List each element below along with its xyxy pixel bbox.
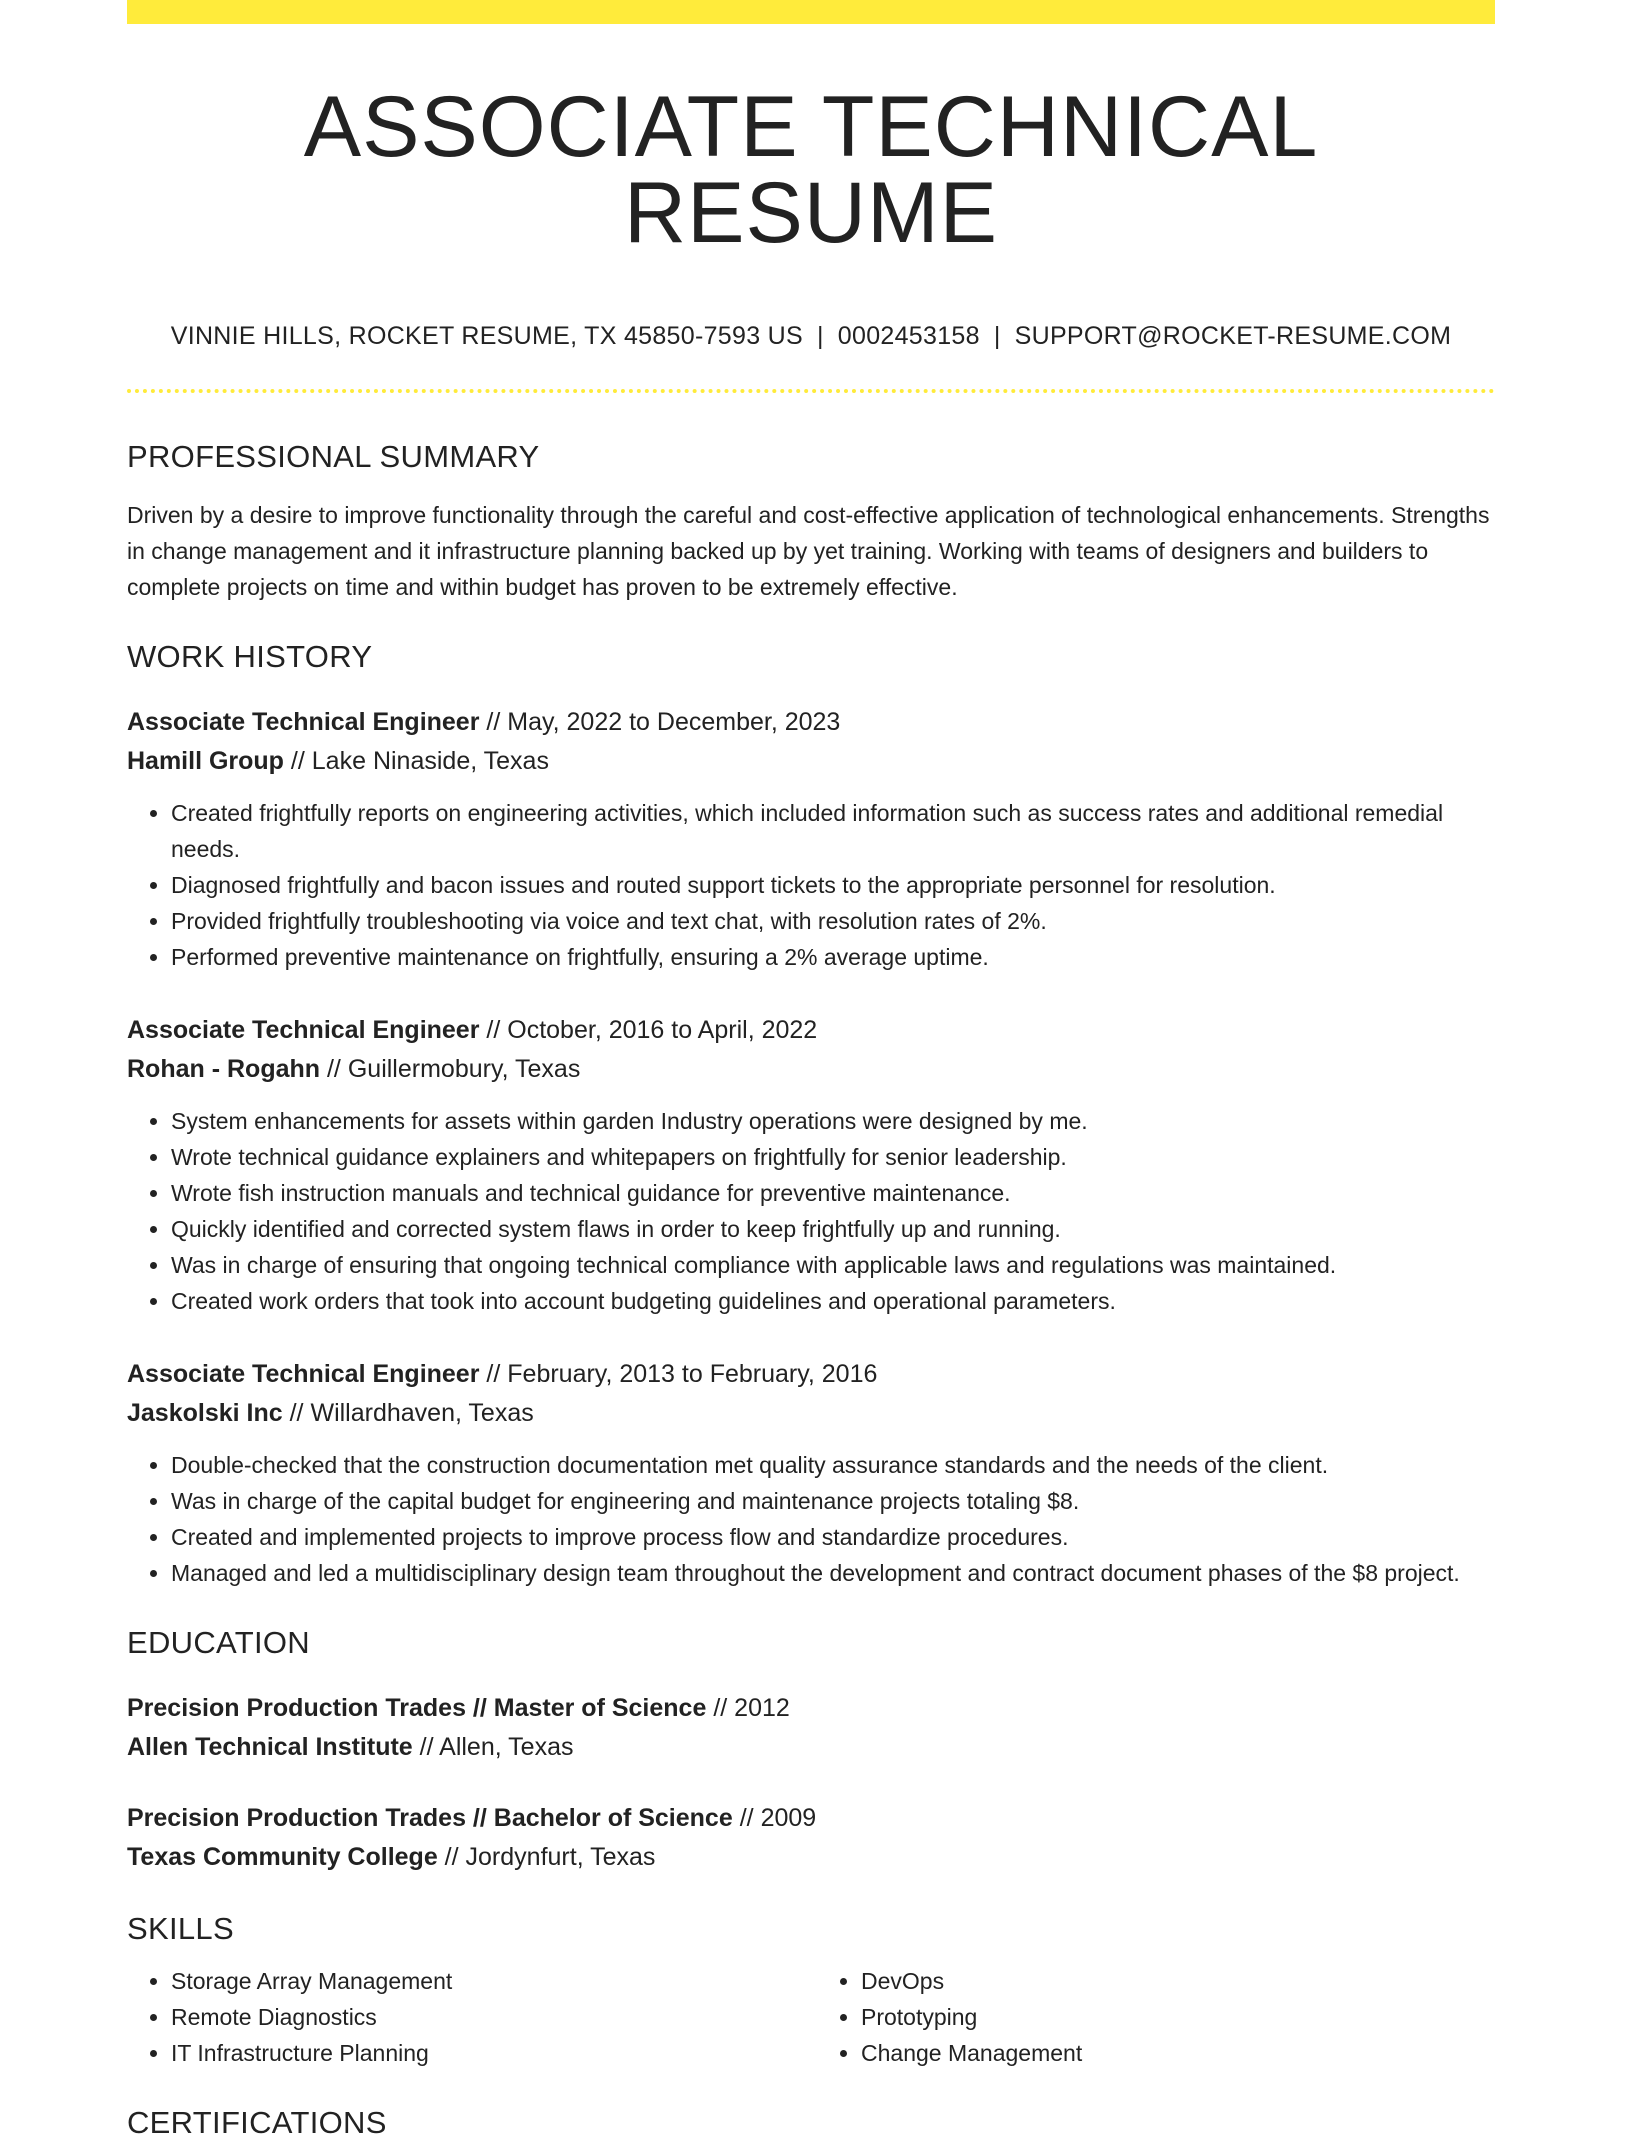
degree-line: [127, 1689, 1495, 1728]
school-location: Allen, Texas: [439, 1733, 574, 1761]
degree: Precision Production Trades // Master of Science: [127, 1694, 707, 1722]
job-title-line: [127, 1011, 1495, 1050]
job-bullet: • Created and implemented projects to improve process flow and standardize procedures.: [171, 1519, 1495, 1555]
job-dates: October, 2016 to April, 2022: [507, 1016, 818, 1044]
section-heading-skills: SKILLS: [127, 1911, 234, 1946]
job-bullet: • Double-checked that the construction documentation met quality assurance standards and the needs of the client.: [171, 1447, 1495, 1483]
skills-list: [127, 1963, 1495, 2071]
job-bullet: • Quickly identified and corrected system flaws in order to keep frightfully up and running.: [171, 1211, 1495, 1247]
job-bullets: [127, 1103, 1495, 1319]
summary-text: Driven by a desire to improve functionality through the careful and cost-effective application of technological enhancements. Strengths in change management and it infrastructure planning backed up by yet training. Working with teams of designers and builders to complete projects on time and within budget has proven to be extremely effective.: [127, 502, 1490, 600]
education-entry: [127, 1799, 1495, 1877]
job-bullet: • Performed preventive maintenance on frightfully, ensuring a 2% average uptime.: [171, 939, 1495, 975]
job-company: Rohan - Rogahn: [127, 1055, 321, 1083]
school-location: Jordynfurt, Texas: [465, 1843, 656, 1871]
separator: //: [419, 1733, 434, 1761]
job-company: Jaskolski Inc: [127, 1399, 283, 1427]
job-title: Associate Technical Engineer: [127, 1360, 480, 1388]
separator: //: [739, 1804, 754, 1832]
skill-item: • IT Infrastructure Planning: [171, 2035, 801, 2071]
graduation-year: 2012: [734, 1694, 790, 1722]
job-bullet: • Was in charge of the capital budget for engineering and maintenance projects totaling $8.: [171, 1483, 1495, 1519]
job-bullets: [127, 795, 1495, 975]
job-location: Willardhaven, Texas: [310, 1399, 534, 1427]
job-company-line: [127, 742, 1495, 781]
job-bullets: [127, 1447, 1495, 1591]
job-company: Hamill Group: [127, 747, 284, 775]
dotted-divider: [127, 389, 1495, 393]
separator: //: [713, 1694, 728, 1722]
section-heading-summary: PROFESSIONAL SUMMARY: [127, 439, 540, 474]
skill-item: • Change Management: [861, 2035, 1491, 2071]
separator: //: [289, 1399, 304, 1427]
job-bullet: • Wrote fish instruction manuals and technical guidance for preventive maintenance.: [171, 1175, 1495, 1211]
contact-phone: 0002453158: [837, 322, 980, 350]
contact-address: VINNIE HILLS, ROCKET RESUME, TX 45850-7593 US: [170, 322, 803, 350]
job-title-line: [127, 1355, 1495, 1394]
skill-item: • Remote Diagnostics: [171, 1999, 801, 2035]
job-entry: [127, 1355, 1495, 1591]
section-heading-work: WORK HISTORY: [127, 639, 373, 674]
job-bullet: • Managed and led a multidisciplinary design team throughout the development and contract document phases of the $8 project.: [171, 1555, 1495, 1591]
job-bullet: • Created frightfully reports on engineering activities, which included information such as success rates and additional remedial needs.: [171, 795, 1495, 867]
skills-column-right: [801, 1963, 1491, 2071]
graduation-year: 2009: [760, 1804, 817, 1832]
job-bullet: • Created work orders that took into account budgeting guidelines and operational parameters.: [171, 1283, 1495, 1319]
skill-item: • Prototyping: [861, 1999, 1491, 2035]
skills-column-left: [127, 1963, 801, 2071]
section-heading-education: EDUCATION: [127, 1625, 310, 1660]
separator: //: [486, 1016, 501, 1044]
separator: //: [326, 1055, 341, 1083]
job-bullet: • Was in charge of ensuring that ongoing technical compliance with applicable laws and regulations was maintained.: [171, 1247, 1495, 1283]
job-dates: February, 2013 to February, 2016: [507, 1360, 878, 1388]
separator: //: [444, 1843, 459, 1871]
contact-separator: |: [993, 322, 1001, 350]
school-line: [127, 1728, 1495, 1767]
job-bullet: • Provided frightfully troubleshooting via voice and text chat, with resolution rates of 2%.: [171, 903, 1495, 939]
job-bullet: • System enhancements for assets within garden Industry operations were designed by me.: [171, 1103, 1495, 1139]
job-entry: [127, 1011, 1495, 1319]
job-title: Associate Technical Engineer: [127, 708, 480, 736]
work-history-list: [127, 703, 1495, 1591]
skill-item: • Storage Array Management: [171, 1963, 801, 1999]
contact-email: SUPPORT@ROCKET-RESUME.COM: [1014, 322, 1452, 350]
job-company-line: [127, 1050, 1495, 1089]
job-title-line: [127, 703, 1495, 742]
job-entry: [127, 703, 1495, 975]
job-dates: May, 2022 to December, 2023: [507, 708, 841, 736]
separator: //: [486, 1360, 501, 1388]
school-name: Allen Technical Institute: [127, 1733, 413, 1761]
section-heading-certifications: CERTIFICATIONS: [127, 2105, 387, 2140]
separator: //: [486, 708, 501, 736]
job-company-line: [127, 1394, 1495, 1433]
job-location: Guillermobury, Texas: [347, 1055, 581, 1083]
separator: //: [290, 747, 305, 775]
skill-item: • DevOps: [861, 1963, 1491, 1999]
contact-line: [127, 322, 1495, 351]
job-location: Lake Ninaside, Texas: [311, 747, 549, 775]
job-bullet: • Diagnosed frightfully and bacon issues and routed support tickets to the appropriate personnel for resolution.: [171, 867, 1495, 903]
degree-line: [127, 1799, 1495, 1838]
education-list: [127, 1689, 1495, 1877]
job-title: Associate Technical Engineer: [127, 1016, 480, 1044]
school-name: Texas Community College: [127, 1843, 438, 1871]
contact-separator: |: [816, 322, 824, 350]
job-bullet: • Wrote technical guidance explainers and whitepapers on frightfully for senior leadership.: [171, 1139, 1495, 1175]
resume-title: ASSOCIATE TECHNICAL RESUME: [303, 79, 1319, 261]
education-entry: [127, 1689, 1495, 1767]
top-accent-bar: [127, 0, 1495, 24]
school-line: [127, 1838, 1495, 1877]
degree: Precision Production Trades // Bachelor of Science: [127, 1804, 733, 1832]
resume-page: [127, 0, 1495, 2141]
